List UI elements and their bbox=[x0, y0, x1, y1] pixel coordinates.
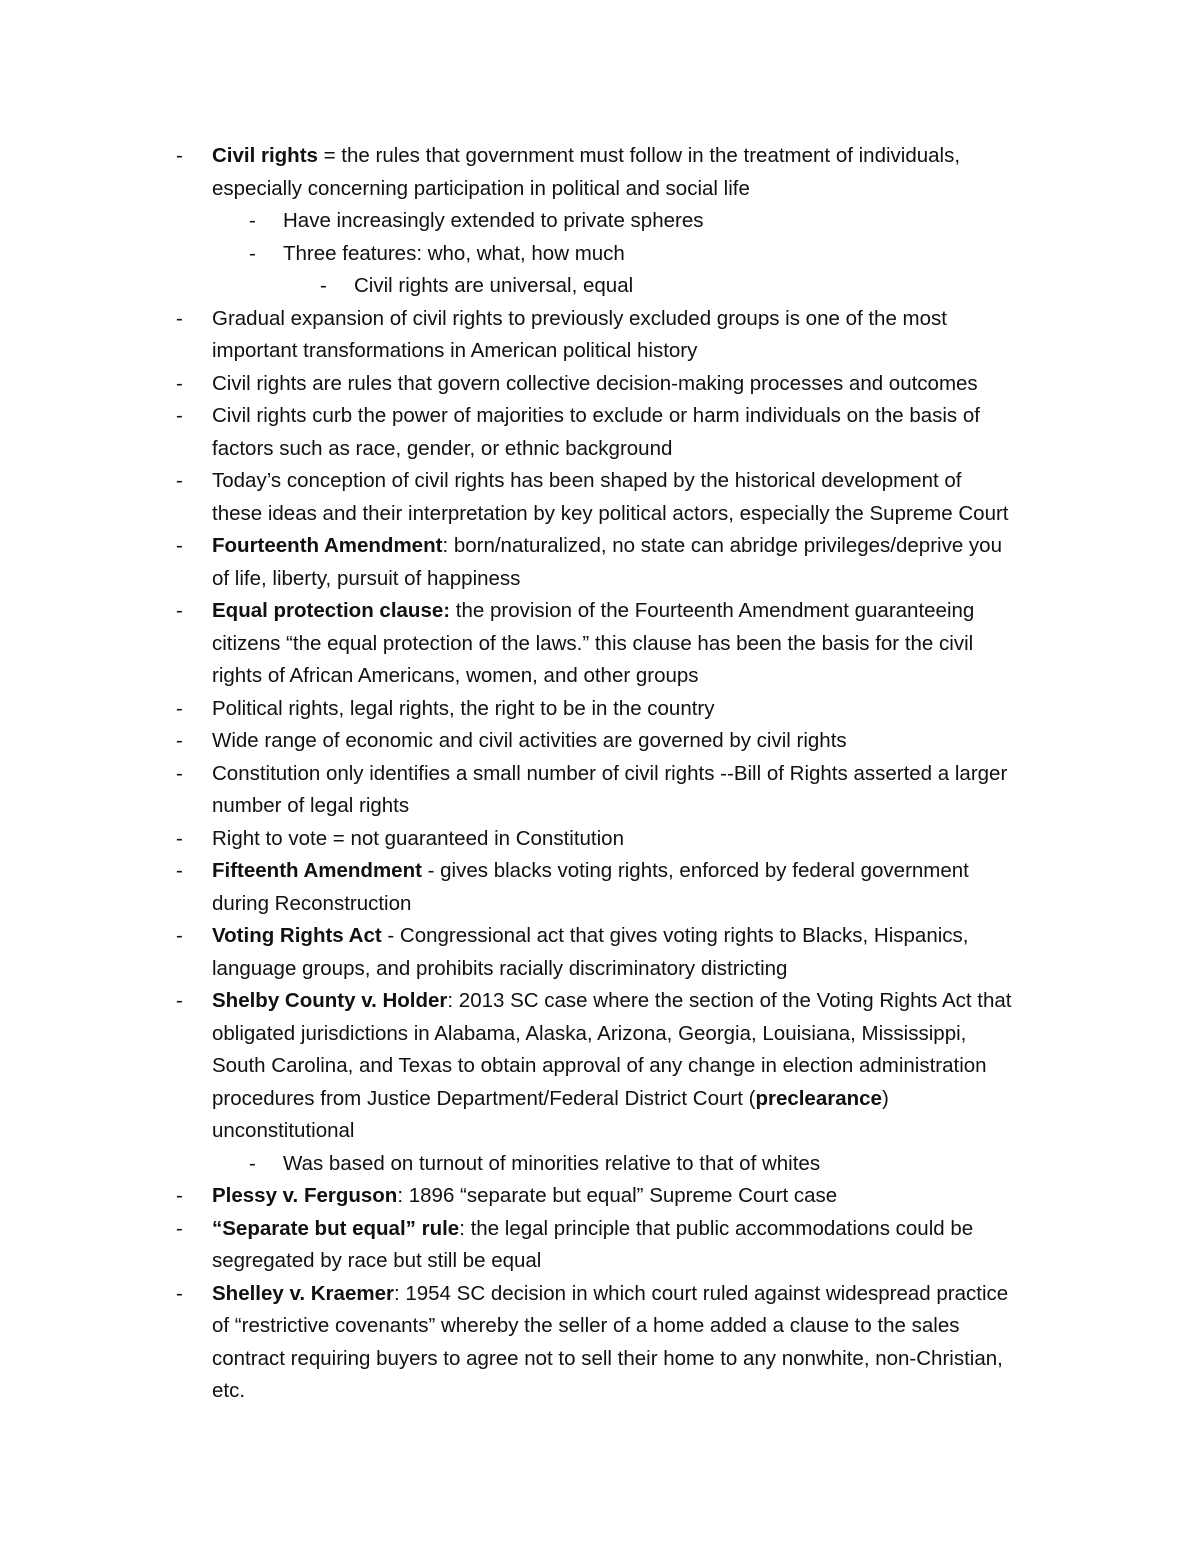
text-run: Civil rights curb the power of majorities to exclude or harm individuals on the basis of bbox=[212, 404, 980, 427]
text-run: segregated by race but still be equal bbox=[212, 1249, 542, 1272]
text-run: during Reconstruction bbox=[212, 891, 412, 915]
bullet-dash: - bbox=[176, 534, 183, 557]
bullet-line bbox=[212, 855, 1200, 888]
bullet-dash: - bbox=[176, 404, 183, 427]
bullet-item bbox=[0, 238, 1200, 271]
text-run: rights of African Americans, women, and other groups bbox=[212, 664, 699, 687]
bullet-line bbox=[212, 465, 1200, 498]
bullet-line bbox=[212, 140, 1200, 173]
bullet-dash: - bbox=[249, 1151, 256, 1175]
text-run: citizens “the equal protection of the laws.” this clause has been the basis for the civil bbox=[212, 631, 974, 655]
bullet-line bbox=[212, 953, 1200, 986]
bullet-item bbox=[0, 400, 1200, 465]
text-run: - Congressional act that gives voting rights to Blacks, Hispanics, bbox=[381, 924, 969, 947]
bullet-item bbox=[0, 465, 1200, 530]
bullet-dash: - bbox=[176, 371, 183, 395]
text-run: Civil rights are universal, equal bbox=[354, 274, 634, 297]
bullet-line bbox=[212, 1018, 1200, 1051]
bold-term: Civil rights bbox=[212, 144, 318, 167]
text-run: the provision of the Fourteenth Amendment guaranteeing bbox=[450, 599, 975, 622]
bold-term: “Separate but equal” rule bbox=[212, 1216, 460, 1240]
bullet-line bbox=[283, 1148, 1200, 1181]
bold-term: Voting Rights Act bbox=[212, 924, 382, 947]
bullet-line bbox=[212, 1375, 1200, 1408]
bullet-item bbox=[0, 758, 1200, 823]
bullet-line bbox=[212, 823, 1200, 856]
text-run: of life, liberty, pursuit of happiness bbox=[212, 566, 521, 590]
text-run: : the legal principle that public accommodations could be bbox=[459, 1216, 974, 1240]
text-run: obligated jurisdictions in Alabama, Alaska, Arizona, Georgia, Louisiana, Mississippi, bbox=[212, 1021, 967, 1045]
bold-term: Fifteenth Amendment bbox=[212, 859, 422, 882]
bullet-dash: - bbox=[176, 599, 183, 622]
text-run: Civil rights are rules that govern collective decision-making processes and outcomes bbox=[212, 371, 978, 395]
bullet-item bbox=[0, 1180, 1200, 1213]
text-run: Today’s conception of civil rights has been shaped by the historical development of bbox=[212, 469, 962, 492]
bullet-line bbox=[212, 758, 1200, 791]
bullet-dash: - bbox=[320, 274, 327, 297]
bullet-line bbox=[283, 238, 1200, 271]
text-run: ) bbox=[881, 1086, 889, 1110]
bullet-line bbox=[212, 725, 1200, 758]
bold-term: Shelley v. Kraemer bbox=[212, 1281, 394, 1305]
bullet-item bbox=[0, 303, 1200, 368]
text-run: Have increasingly extended to private spheres bbox=[283, 209, 704, 232]
text-run: Wide range of economic and civil activities are governed by civil rights bbox=[212, 729, 847, 752]
bullet-item bbox=[0, 368, 1200, 401]
bullet-line bbox=[212, 1115, 1200, 1148]
text-run: Three features: who, what, how much bbox=[283, 241, 625, 265]
bullet-dash: - bbox=[176, 761, 183, 785]
bullet-dash: - bbox=[176, 989, 183, 1012]
bullet-line bbox=[212, 1213, 1200, 1246]
bullet-line bbox=[212, 303, 1200, 336]
bullet-line bbox=[212, 498, 1200, 531]
bullet-dash: - bbox=[176, 1216, 183, 1240]
bullet-item bbox=[0, 530, 1200, 595]
bullet-item bbox=[0, 823, 1200, 856]
bullet-dash: - bbox=[176, 826, 183, 850]
text-run: factors such as race, gender, or ethnic background bbox=[212, 436, 673, 460]
bullet-line bbox=[212, 1180, 1200, 1213]
bullet-line bbox=[212, 628, 1200, 661]
bullet-line bbox=[212, 1083, 1200, 1116]
text-run: : 2013 SC case where the section of the Voting Rights Act that bbox=[447, 989, 1012, 1012]
text-run: = the rules that government must follow in the treatment of individuals, bbox=[317, 144, 961, 167]
bullet-line bbox=[212, 1245, 1200, 1278]
bullet-dash: - bbox=[176, 729, 183, 752]
bullet-dash: - bbox=[176, 469, 183, 492]
text-run: Was based on turnout of minorities relative to that of whites bbox=[283, 1151, 821, 1175]
bullet-line bbox=[212, 985, 1200, 1018]
bullet-line bbox=[212, 173, 1200, 206]
text-run: South Carolina, and Texas to obtain approval of any change in election administration bbox=[212, 1054, 987, 1077]
bullet-line bbox=[212, 400, 1200, 433]
bullet-line bbox=[212, 1343, 1200, 1376]
text-run: : 1954 SC decision in which court ruled against widespread practice bbox=[393, 1281, 1009, 1305]
bold-term: Shelby County v. Holder bbox=[212, 989, 448, 1012]
bullet-dash: - bbox=[176, 924, 183, 947]
bullet-line bbox=[354, 270, 1200, 303]
bullet-line bbox=[212, 693, 1200, 726]
bullet-line bbox=[212, 530, 1200, 563]
bullet-dash: - bbox=[249, 209, 256, 232]
bold-term: preclearance bbox=[755, 1086, 882, 1110]
bullet-line bbox=[212, 888, 1200, 921]
bullet-item bbox=[0, 595, 1200, 693]
bullet-item bbox=[0, 985, 1200, 1148]
text-run: of “restrictive covenants” whereby the seller of a home added a clause to the sales bbox=[212, 1314, 960, 1337]
bullet-item bbox=[0, 205, 1200, 238]
text-run: Constitution only identifies a small number of civil rights --Bill of Rights asserted a larger bbox=[212, 761, 1008, 785]
text-run: procedures from Justice Department/Federal District Court ( bbox=[212, 1086, 756, 1110]
text-run: : 1896 “separate but equal” Supreme Court case bbox=[397, 1184, 838, 1207]
text-run: : born/naturalized, no state can abridge privileges/deprive you bbox=[442, 534, 1002, 557]
bullet-line bbox=[212, 368, 1200, 401]
bullet-item bbox=[0, 920, 1200, 985]
bullet-item bbox=[0, 140, 1200, 205]
bullet-dash: - bbox=[176, 859, 183, 882]
bullet-dash: - bbox=[176, 306, 183, 330]
bold-term: Plessy v. Ferguson bbox=[212, 1184, 398, 1207]
text-run: unconstitutional bbox=[212, 1119, 355, 1142]
text-run: language groups, and prohibits racially discriminatory districting bbox=[212, 956, 788, 980]
bullet-item bbox=[0, 693, 1200, 726]
text-run: - gives blacks voting rights, enforced by federal government bbox=[421, 859, 969, 882]
bullet-item bbox=[0, 1148, 1200, 1181]
text-run: number of legal rights bbox=[212, 794, 410, 817]
bullet-item bbox=[0, 1278, 1200, 1408]
text-run: Political rights, legal rights, the right to be in the country bbox=[212, 696, 715, 720]
text-run: especially concerning participation in political and social life bbox=[212, 176, 750, 200]
text-run: important transformations in American political history bbox=[212, 339, 698, 362]
bullet-line bbox=[212, 920, 1200, 953]
bold-term: Fourteenth Amendment bbox=[212, 534, 443, 557]
bullet-line bbox=[212, 1050, 1200, 1083]
text-run: Right to vote = not guaranteed in Constitution bbox=[212, 826, 624, 850]
bullet-item bbox=[0, 725, 1200, 758]
bullet-dash: - bbox=[176, 144, 183, 167]
bullet-dash: - bbox=[176, 1281, 183, 1305]
bullet-line bbox=[212, 1278, 1200, 1311]
text-run: etc. bbox=[212, 1379, 246, 1402]
bullet-line bbox=[212, 335, 1200, 368]
bullet-line bbox=[212, 1310, 1200, 1343]
bullet-dash: - bbox=[176, 1184, 183, 1207]
text-run: these ideas and their interpretation by key political actors, especially the Supreme Court bbox=[212, 501, 1009, 525]
bullet-item bbox=[0, 1213, 1200, 1278]
bullet-dash: - bbox=[249, 241, 256, 265]
notes-list bbox=[0, 140, 1200, 1408]
bullet-dash: - bbox=[176, 696, 183, 720]
bullet-item bbox=[0, 270, 1200, 303]
bullet-line bbox=[212, 595, 1200, 628]
bullet-item bbox=[0, 855, 1200, 920]
text-run: contract requiring buyers to agree not to sell their home to any nonwhite, non-Christian, bbox=[212, 1346, 1003, 1370]
bullet-line bbox=[212, 563, 1200, 596]
bullet-line bbox=[212, 790, 1200, 823]
bullet-line bbox=[212, 433, 1200, 466]
text-run: Gradual expansion of civil rights to previously excluded groups is one of the most bbox=[212, 306, 947, 330]
bullet-line bbox=[212, 660, 1200, 693]
bullet-line bbox=[283, 205, 1200, 238]
bold-term: Equal protection clause: bbox=[212, 599, 451, 622]
